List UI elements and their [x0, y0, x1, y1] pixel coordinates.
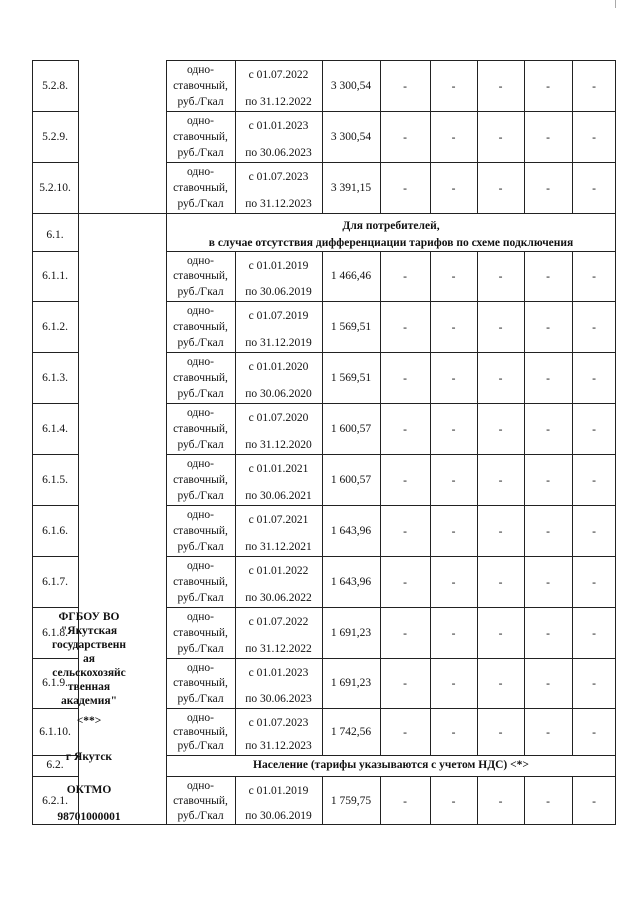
- row-number: 6.1.9.: [42, 677, 68, 689]
- organization-name-line: ФГБОУ ВО: [58, 611, 120, 623]
- period-end: по 30.06.2019: [245, 286, 312, 298]
- empty-cell-dash: -: [498, 525, 503, 538]
- empty-cell-dash: -: [546, 423, 550, 436]
- empty-cell-dash: -: [592, 678, 596, 690]
- organization-note: <**>: [76, 715, 102, 727]
- empty-cell-dash: -: [451, 474, 456, 487]
- empty-cell-dash: -: [498, 474, 503, 487]
- empty-cell-dash: -: [403, 423, 407, 436]
- empty-cell-dash: -: [546, 678, 550, 690]
- section-number: 6.2.: [46, 759, 64, 771]
- empty-cell-dash: -: [403, 80, 407, 93]
- tariff-value: 1 643,96: [330, 524, 372, 537]
- empty-cell-dash: -: [592, 726, 596, 739]
- rate-type: ставочный,: [173, 270, 228, 282]
- section-title: Население (тарифы указываются с учетом НДС) <*>: [253, 759, 529, 771]
- empty-cell-dash: -: [403, 474, 407, 487]
- empty-cell-dash: -: [546, 795, 550, 808]
- rate-unit: руб./Гкал: [177, 490, 224, 502]
- organization-city: г Якутск: [65, 751, 113, 763]
- rate-unit: руб./Гкал: [177, 147, 224, 159]
- empty-cell-dash: -: [451, 131, 456, 144]
- empty-cell-dash: -: [498, 131, 503, 144]
- period-start: с 01.07.2021: [248, 514, 309, 526]
- empty-cell-dash: -: [592, 576, 596, 589]
- empty-cell-dash: -: [498, 80, 503, 93]
- rate-type: ставочный,: [173, 524, 228, 537]
- rate-unit: руб./Гкал: [177, 388, 224, 400]
- period-end: по 31.12.2021: [245, 541, 312, 553]
- tariff-value: 3 300,54: [330, 130, 372, 143]
- empty-cell-dash: -: [498, 372, 503, 385]
- rate-unit: руб./Гкал: [177, 337, 224, 349]
- rate-unit: руб./Гкал: [177, 286, 224, 298]
- period-start: с 01.01.2019: [248, 785, 309, 797]
- rate-type: ставочный,: [173, 130, 228, 143]
- tariff-table: [32, 60, 616, 825]
- empty-cell-dash: -: [498, 182, 503, 195]
- period-end: по 31.12.2023: [245, 740, 312, 752]
- row-number: 6.1.1.: [42, 270, 68, 282]
- row-number: 5.2.8.: [42, 79, 68, 92]
- row-number: 6.1.7.: [42, 575, 68, 588]
- rate-type: ставочный,: [173, 320, 228, 333]
- empty-cell-dash: -: [451, 182, 456, 195]
- section-number: 6.1.: [46, 229, 64, 241]
- rate-type: ставочный,: [173, 371, 228, 384]
- empty-cell-dash: -: [546, 321, 550, 334]
- row-number: 6.1.8.: [42, 626, 68, 639]
- empty-cell-dash: -: [546, 474, 550, 487]
- empty-cell-dash: -: [403, 321, 407, 334]
- empty-cell-dash: -: [546, 576, 550, 589]
- period-end: по 31.12.2022: [245, 96, 312, 108]
- period-start: с 01.07.2022: [248, 616, 309, 628]
- row-number: 6.1.4.: [42, 422, 68, 435]
- rate-unit: руб./Гкал: [177, 810, 224, 822]
- rate-type: ставочный,: [173, 794, 228, 807]
- row-number: 5.2.9.: [42, 130, 68, 143]
- empty-cell-dash: -: [546, 80, 550, 93]
- empty-cell-dash: -: [546, 627, 550, 640]
- period-end: по 30.06.2022: [245, 592, 312, 604]
- period-start: с 01.01.2020: [248, 361, 309, 373]
- organization-name-line: сельскохозяйс: [52, 667, 126, 679]
- rate-unit: руб./Гкал: [177, 643, 224, 655]
- tariff-value: 1 742,56: [330, 725, 372, 738]
- rate-unit: руб./Гкал: [177, 198, 224, 210]
- period-start: с 01.01.2023: [248, 667, 309, 679]
- empty-cell-dash: -: [403, 795, 407, 808]
- tariff-value: 1 691,23: [330, 677, 372, 689]
- empty-cell-dash: -: [498, 726, 503, 739]
- scan-mark: [615, 0, 616, 8]
- row-number: 5.2.10.: [39, 181, 71, 194]
- empty-cell-dash: -: [451, 372, 456, 385]
- empty-cell-dash: -: [592, 321, 596, 334]
- tariff-value: 1 759,75: [330, 794, 372, 807]
- empty-cell-dash: -: [451, 525, 456, 538]
- rate-type: ставочный,: [173, 79, 228, 92]
- period-end: по 30.06.2021: [245, 490, 312, 502]
- empty-cell-dash: -: [592, 372, 596, 385]
- rate-type: ставочный,: [173, 422, 228, 435]
- empty-cell-dash: -: [498, 321, 503, 334]
- empty-cell-dash: -: [546, 726, 550, 739]
- rate-type: одно-: [186, 166, 214, 178]
- rate-type: одно-: [186, 305, 214, 317]
- rate-unit: руб./Гкал: [177, 439, 224, 451]
- period-start: с 01.01.2019: [248, 260, 309, 272]
- period-start: с 01.07.2023: [248, 717, 309, 729]
- period-start: с 01.01.2021: [248, 463, 309, 475]
- rate-type: ставочный,: [173, 725, 228, 738]
- tariff-value: 3 391,15: [330, 181, 372, 194]
- organization-name-line: академия": [61, 695, 117, 707]
- tariff-value: 3 300,54: [330, 79, 372, 92]
- empty-cell-dash: -: [403, 678, 407, 690]
- empty-cell-dash: -: [403, 182, 407, 195]
- row-number: 6.1.5.: [42, 473, 68, 486]
- empty-cell-dash: -: [451, 678, 456, 690]
- rate-type: одно-: [186, 611, 214, 623]
- empty-cell-dash: -: [403, 576, 407, 589]
- organization-name: [48, 610, 130, 708]
- oktmo-label: ОКТМО: [66, 784, 112, 796]
- empty-cell-dash: -: [451, 271, 456, 283]
- empty-cell-dash: -: [592, 80, 596, 93]
- table-gridlines: [32, 60, 616, 825]
- organization-name-line: "Якутская: [60, 625, 118, 637]
- rate-type: ставочный,: [173, 677, 228, 689]
- period-end: по 31.12.2023: [245, 198, 312, 210]
- rate-unit: руб./Гкал: [177, 693, 224, 705]
- rate-type: ставочный,: [173, 181, 228, 194]
- row-number: 6.1.2.: [42, 320, 68, 333]
- tariff-value: 1 600,57: [330, 473, 372, 486]
- period-start: с 01.07.2020: [248, 412, 309, 424]
- empty-cell-dash: -: [403, 627, 407, 640]
- empty-cell-dash: -: [498, 627, 503, 640]
- rate-type: одно-: [186, 662, 214, 674]
- empty-cell-dash: -: [592, 423, 596, 436]
- period-start: с 01.07.2023: [248, 171, 309, 183]
- rate-type: одно-: [186, 356, 214, 368]
- empty-cell-dash: -: [451, 726, 456, 739]
- rate-type: одно-: [186, 560, 214, 572]
- empty-cell-dash: -: [403, 525, 407, 538]
- rate-unit: руб./Гкал: [177, 740, 224, 752]
- period-start: с 01.01.2022: [248, 565, 309, 577]
- period-start: с 01.07.2019: [248, 310, 309, 322]
- empty-cell-dash: -: [592, 474, 596, 487]
- tariff-value: 1 691,23: [330, 626, 372, 639]
- empty-cell-dash: -: [403, 271, 407, 283]
- rate-unit: руб./Гкал: [177, 541, 224, 553]
- tariff-value: 1 569,51: [330, 371, 372, 384]
- empty-cell-dash: -: [498, 271, 503, 283]
- empty-cell-dash: -: [592, 525, 596, 538]
- rate-type: одно-: [186, 712, 214, 724]
- rate-type: ставочный,: [173, 626, 228, 639]
- period-start: с 01.07.2022: [248, 69, 309, 81]
- oktmo-code: 98701000001: [57, 811, 121, 823]
- period-start: с 01.01.2023: [248, 120, 309, 132]
- empty-cell-dash: -: [498, 423, 503, 436]
- row-number: 6.1.10.: [39, 725, 71, 738]
- rate-type: одно-: [186, 64, 214, 76]
- row-number: 6.1.6.: [42, 524, 68, 537]
- organization-name-line: твенная: [67, 681, 111, 693]
- rate-type: ставочный,: [173, 473, 228, 486]
- empty-cell-dash: -: [498, 795, 503, 808]
- empty-cell-dash: -: [546, 182, 550, 195]
- tariff-value: 1 643,96: [330, 575, 372, 588]
- rate-unit: руб./Гкал: [177, 96, 224, 108]
- empty-cell-dash: -: [592, 627, 596, 640]
- period-end: по 30.06.2023: [245, 693, 312, 705]
- period-end: по 30.06.2020: [245, 388, 312, 400]
- empty-cell-dash: -: [546, 271, 550, 283]
- rate-type: одно-: [186, 780, 214, 792]
- rate-type: одно-: [186, 115, 214, 127]
- empty-cell-dash: -: [451, 321, 456, 334]
- empty-cell-dash: -: [592, 182, 596, 195]
- empty-cell-dash: -: [451, 795, 456, 808]
- rate-type: одно-: [186, 255, 214, 267]
- empty-cell-dash: -: [546, 372, 550, 385]
- empty-cell-dash: -: [546, 525, 550, 538]
- tariff-value: 1 569,51: [330, 320, 372, 333]
- row-number: 6.1.3.: [42, 371, 68, 384]
- empty-cell-dash: -: [451, 627, 456, 640]
- period-end: по 31.12.2022: [245, 643, 312, 655]
- empty-cell-dash: -: [403, 131, 407, 144]
- empty-cell-dash: -: [592, 131, 596, 144]
- empty-cell-dash: -: [451, 80, 456, 93]
- rate-unit: руб./Гкал: [177, 592, 224, 604]
- rate-type: одно-: [186, 458, 214, 470]
- empty-cell-dash: -: [451, 576, 456, 589]
- rate-type: ставочный,: [173, 575, 228, 588]
- empty-cell-dash: -: [498, 576, 503, 589]
- organization-name-line: государственн: [52, 639, 126, 651]
- period-end: по 30.06.2019: [245, 810, 312, 822]
- period-end: по 31.12.2019: [245, 337, 312, 349]
- empty-cell-dash: -: [498, 678, 503, 690]
- period-end: по 31.12.2020: [245, 439, 312, 451]
- row-number: 6.2.1.: [42, 794, 68, 807]
- empty-cell-dash: -: [451, 423, 456, 436]
- empty-cell-dash: -: [592, 271, 596, 283]
- section-title: Для потребителей,: [342, 220, 440, 232]
- empty-cell-dash: -: [546, 131, 550, 144]
- rate-type: одно-: [186, 407, 214, 419]
- tariff-value: 1 466,46: [330, 270, 372, 282]
- rate-type: одно-: [186, 509, 214, 521]
- empty-cell-dash: -: [403, 726, 407, 739]
- period-end: по 30.06.2023: [245, 147, 312, 159]
- empty-cell-dash: -: [403, 372, 407, 385]
- tariff-value: 1 600,57: [330, 422, 372, 435]
- empty-cell-dash: -: [592, 795, 596, 808]
- organization-name-line: ая: [83, 653, 95, 665]
- section-title: в случае отсутствия дифференциации тарифов по схеме подключения: [208, 237, 574, 249]
